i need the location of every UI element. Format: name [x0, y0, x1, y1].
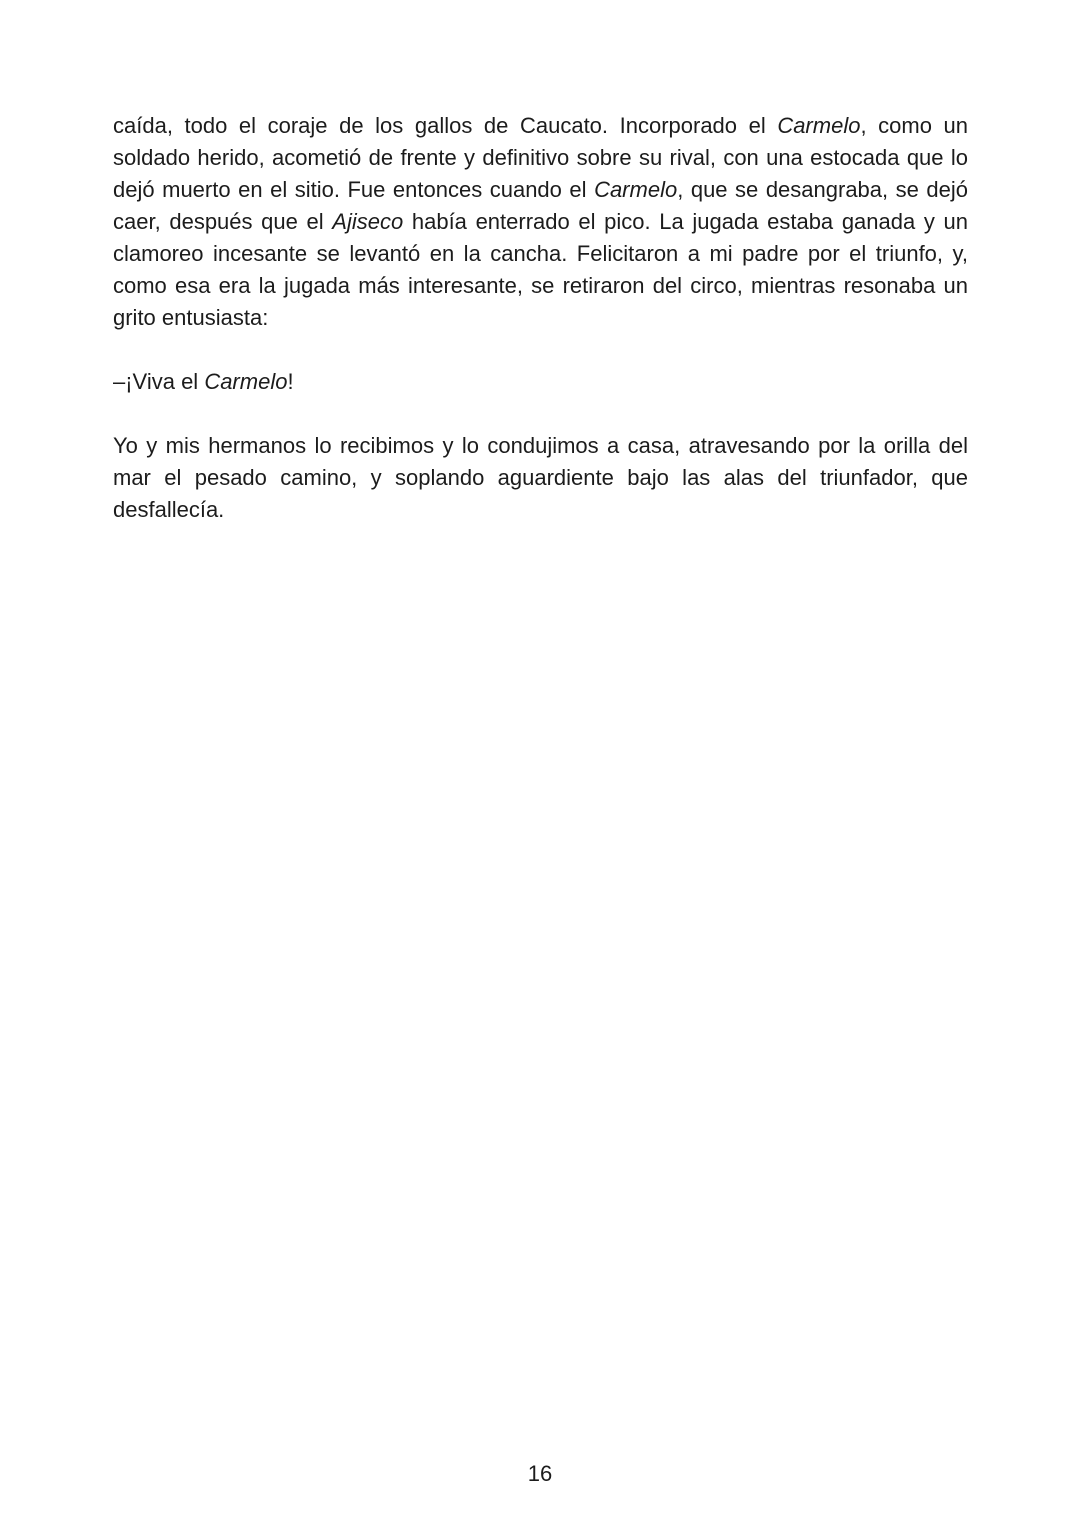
narrative-paragraph — [113, 430, 968, 526]
page-number: 16 — [527, 1461, 553, 1486]
italic-text-run: Carmelo — [594, 177, 678, 202]
text-run: caída, todo el coraje de los gallos de Caucato. Incorporado el — [113, 113, 778, 138]
text-run: , como un soldado herido, acometió de frente y definitivo sobre su rival, con una estocada que lo dejó muerto en el sitio. Fue entonces cuando el — [113, 113, 968, 202]
narrative-paragraph — [113, 110, 968, 334]
text-run: , que se desangraba, se dejó caer, después que el — [113, 177, 968, 234]
body-text-block — [113, 110, 968, 558]
text-run: ! — [287, 369, 294, 394]
text-run: –¡Viva el — [113, 369, 205, 394]
italic-text-run: Carmelo — [777, 113, 861, 138]
dialogue-paragraph — [113, 366, 968, 398]
text-run: Yo y mis hermanos lo recibimos y lo condujimos a casa, atravesando por la orilla del mar el pesado camino, y soplando aguardiente bajo las alas del triunfador, que desfallecía. — [113, 433, 968, 522]
italic-text-run: Ajiseco — [332, 209, 404, 234]
text-run: había enterrado el pico. La jugada estaba ganada y un clamoreo incesante se levantó en la cancha. Felicitaron a mi padre por el triunfo, y, como esa era la jugada más interesante, se retiraron del circo, mientras resonaba un grito entusiasta: — [113, 209, 968, 330]
italic-text-run: Carmelo — [204, 369, 288, 394]
